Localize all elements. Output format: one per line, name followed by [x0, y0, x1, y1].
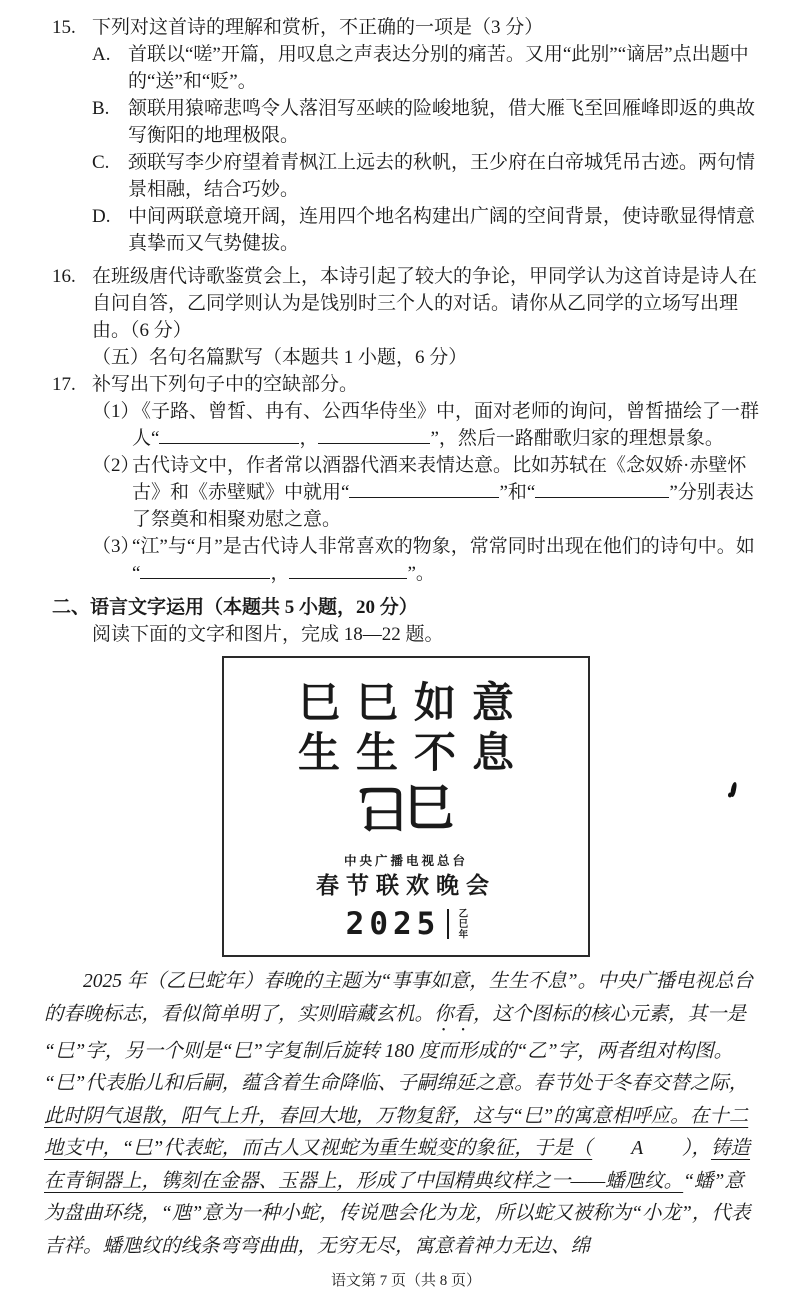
- logo-year-row: [224, 907, 588, 941]
- question-15-option-a: [92, 41, 760, 95]
- part-3-post: ”。: [407, 563, 435, 585]
- logo-zodiac-year-label: 乙巳年: [456, 908, 468, 940]
- option-d-label: D.: [92, 206, 111, 227]
- passage-segment: 2025 年（乙巳蛇年）春晚的主题为“事事如意，生生不息”。中央广播电视总台的春晚标志，看似简单明了，实则暗藏玄机。: [44, 971, 754, 1025]
- question-15-option-c: [92, 149, 760, 203]
- logo-event-name: 春节联欢晚会: [316, 873, 496, 900]
- snake-glyph: 巳: [404, 779, 454, 838]
- answer-blank: [140, 560, 270, 579]
- question-15-number: 15.: [52, 17, 76, 38]
- section-5-header: （五）名句名篇默写（本题共 1 小题，6 分）: [92, 347, 468, 368]
- logo-broadcaster-name: 中央广播电视总台: [343, 853, 468, 869]
- passage-segment-underlined: 此时阴气退散，阳气上升，春回大地，万物复舒，这与“巳”的寓意相呼应。在十二地支中，“巳”代表蛇，而古人又视蛇为重生蜕变的象征，于是（: [44, 1105, 749, 1160]
- part-3-mid: ，: [270, 563, 290, 585]
- question-15-text: 下列对这首诗的理解和赏析，不正确的一项是（3 分）: [92, 17, 544, 38]
- logo-motto-line-1: 巳巳如意: [297, 678, 530, 728]
- question-17-text: 补写出下列句子中的空缺部分。: [92, 374, 359, 395]
- question-17-part-1: [92, 398, 760, 452]
- question-17-part-3: [92, 533, 760, 587]
- part-1-post: ”，然后一路酣歌归家的理想景象。: [430, 428, 724, 450]
- question-16-text: 在班级唐代诗歌鉴赏会上，本诗引起了较大的争论，甲同学认为这首诗是诗人在自问自答，乙同学则认为是饯别时三个人的对话。请你从乙同学的立场写出理由。（6 分）: [92, 266, 758, 341]
- part-2-pre: 古代诗文中，作者常以酒器代酒来表情达意。比如苏轼在《念奴娇·赤壁怀古》和《赤壁赋》中就用“: [132, 455, 747, 504]
- question-16-number: 16.: [52, 266, 76, 287]
- gala-2025-logo: [222, 656, 590, 957]
- page-footer: 语文第 7 页（共 8 页）: [330, 1273, 481, 1290]
- option-c-text: 颈联写李少府望着青枫江上远去的秋帆，王少府在白帝城凭吊古迹。两句情景相融，结合巧妙。: [128, 152, 756, 200]
- part-1-pre: 《子路、曾皙、冉有、公西华侍坐》中，面对老师的询问，曾皙描绘了一群人“: [132, 401, 760, 450]
- snake-glyph-rotated: 巳: [358, 779, 408, 838]
- question-16: [52, 263, 760, 344]
- section-2-header: 二、语言文字运用（本题共 5 小题，20 分）: [52, 597, 418, 619]
- answer-blank: [535, 479, 669, 498]
- passage-segment: ，这个图标的核心元素，其一是“巳”字，另一个则是“巳”字复制后旋转 180 度而形成的“乙”字，两者组对构图。“巳”代表胎儿和后嗣，蕴含着生命降临、子嗣绵延之意。春节处于冬春交替之际，: [44, 1003, 749, 1095]
- part-3-pre: “江”与“月”是古代诗人非常喜欢的物象，常常同时出现在他们的诗句中。如“: [132, 536, 755, 585]
- logo-year: 2025: [345, 906, 441, 943]
- question-15-option-b: [92, 95, 760, 149]
- option-a-text: 首联以“嗟”开篇，用叹息之声表达分别的痛苦。又用“此别”“谪居”点出题中的“送”和“贬”。: [128, 44, 749, 92]
- passage-segment: “蟠”意为盘曲环绕，“虺”意为一种小蛇，传说虺会化为龙，所以蛇又被称为“小龙”，代表吉祥。蟠虺纹的线条弯弯曲曲，无穷无尽，寓意着神力无边、绵: [44, 1170, 751, 1257]
- answer-blank: [289, 560, 407, 579]
- passage-segment-underlined: 铸造在青铜器上，镌刻在金器、玉器上，形成了中国精典纹样之一——蟠虺纹。: [44, 1138, 751, 1192]
- question-17-part-2: [92, 452, 760, 533]
- snake-emblem-icon: [224, 779, 588, 847]
- answer-blank: [318, 425, 430, 444]
- year-divider-line: [447, 909, 449, 939]
- part-1-mid: ，: [299, 428, 319, 450]
- option-d-text: 中间两联意境开阔，连用四个地名构建出广阔的空间背景，使诗歌显得情意真挚而又气势健拔。: [128, 206, 756, 254]
- option-b-text: 颔联用猿啼悲鸣令人落泪写巫峡的险峻地貌，借大雁飞至回雁峰即返的典故写衡阳的地理极限。: [128, 98, 756, 146]
- answer-blank: [159, 425, 299, 444]
- part-1-label: （1）: [92, 401, 140, 422]
- question-17-stem: [52, 371, 760, 398]
- question-15-option-d: [92, 203, 760, 257]
- answer-blank: [349, 479, 499, 498]
- section-2-intro: 阅读下面的文字和图片，完成 18—22 题。: [92, 624, 444, 646]
- option-a-label: A.: [92, 44, 111, 65]
- logo-motto-line-2: 生生不息: [297, 728, 530, 778]
- part-2-label: （2）: [92, 455, 140, 477]
- option-c-label: C.: [92, 152, 110, 173]
- question-17-number: 17.: [52, 374, 76, 395]
- passage-segment-emphasized: 你看: [434, 1003, 474, 1025]
- part-2-post: ”分别表达了祭奠和相聚劝慰之意。: [132, 482, 754, 531]
- reading-passage: [44, 966, 760, 1263]
- option-b-label: B.: [92, 98, 110, 119]
- part-3-label: （3）: [92, 536, 140, 558]
- part-2-mid: ”和“: [499, 482, 536, 504]
- passage-blank-a: A ），: [592, 1138, 712, 1160]
- question-15-stem: [52, 14, 760, 41]
